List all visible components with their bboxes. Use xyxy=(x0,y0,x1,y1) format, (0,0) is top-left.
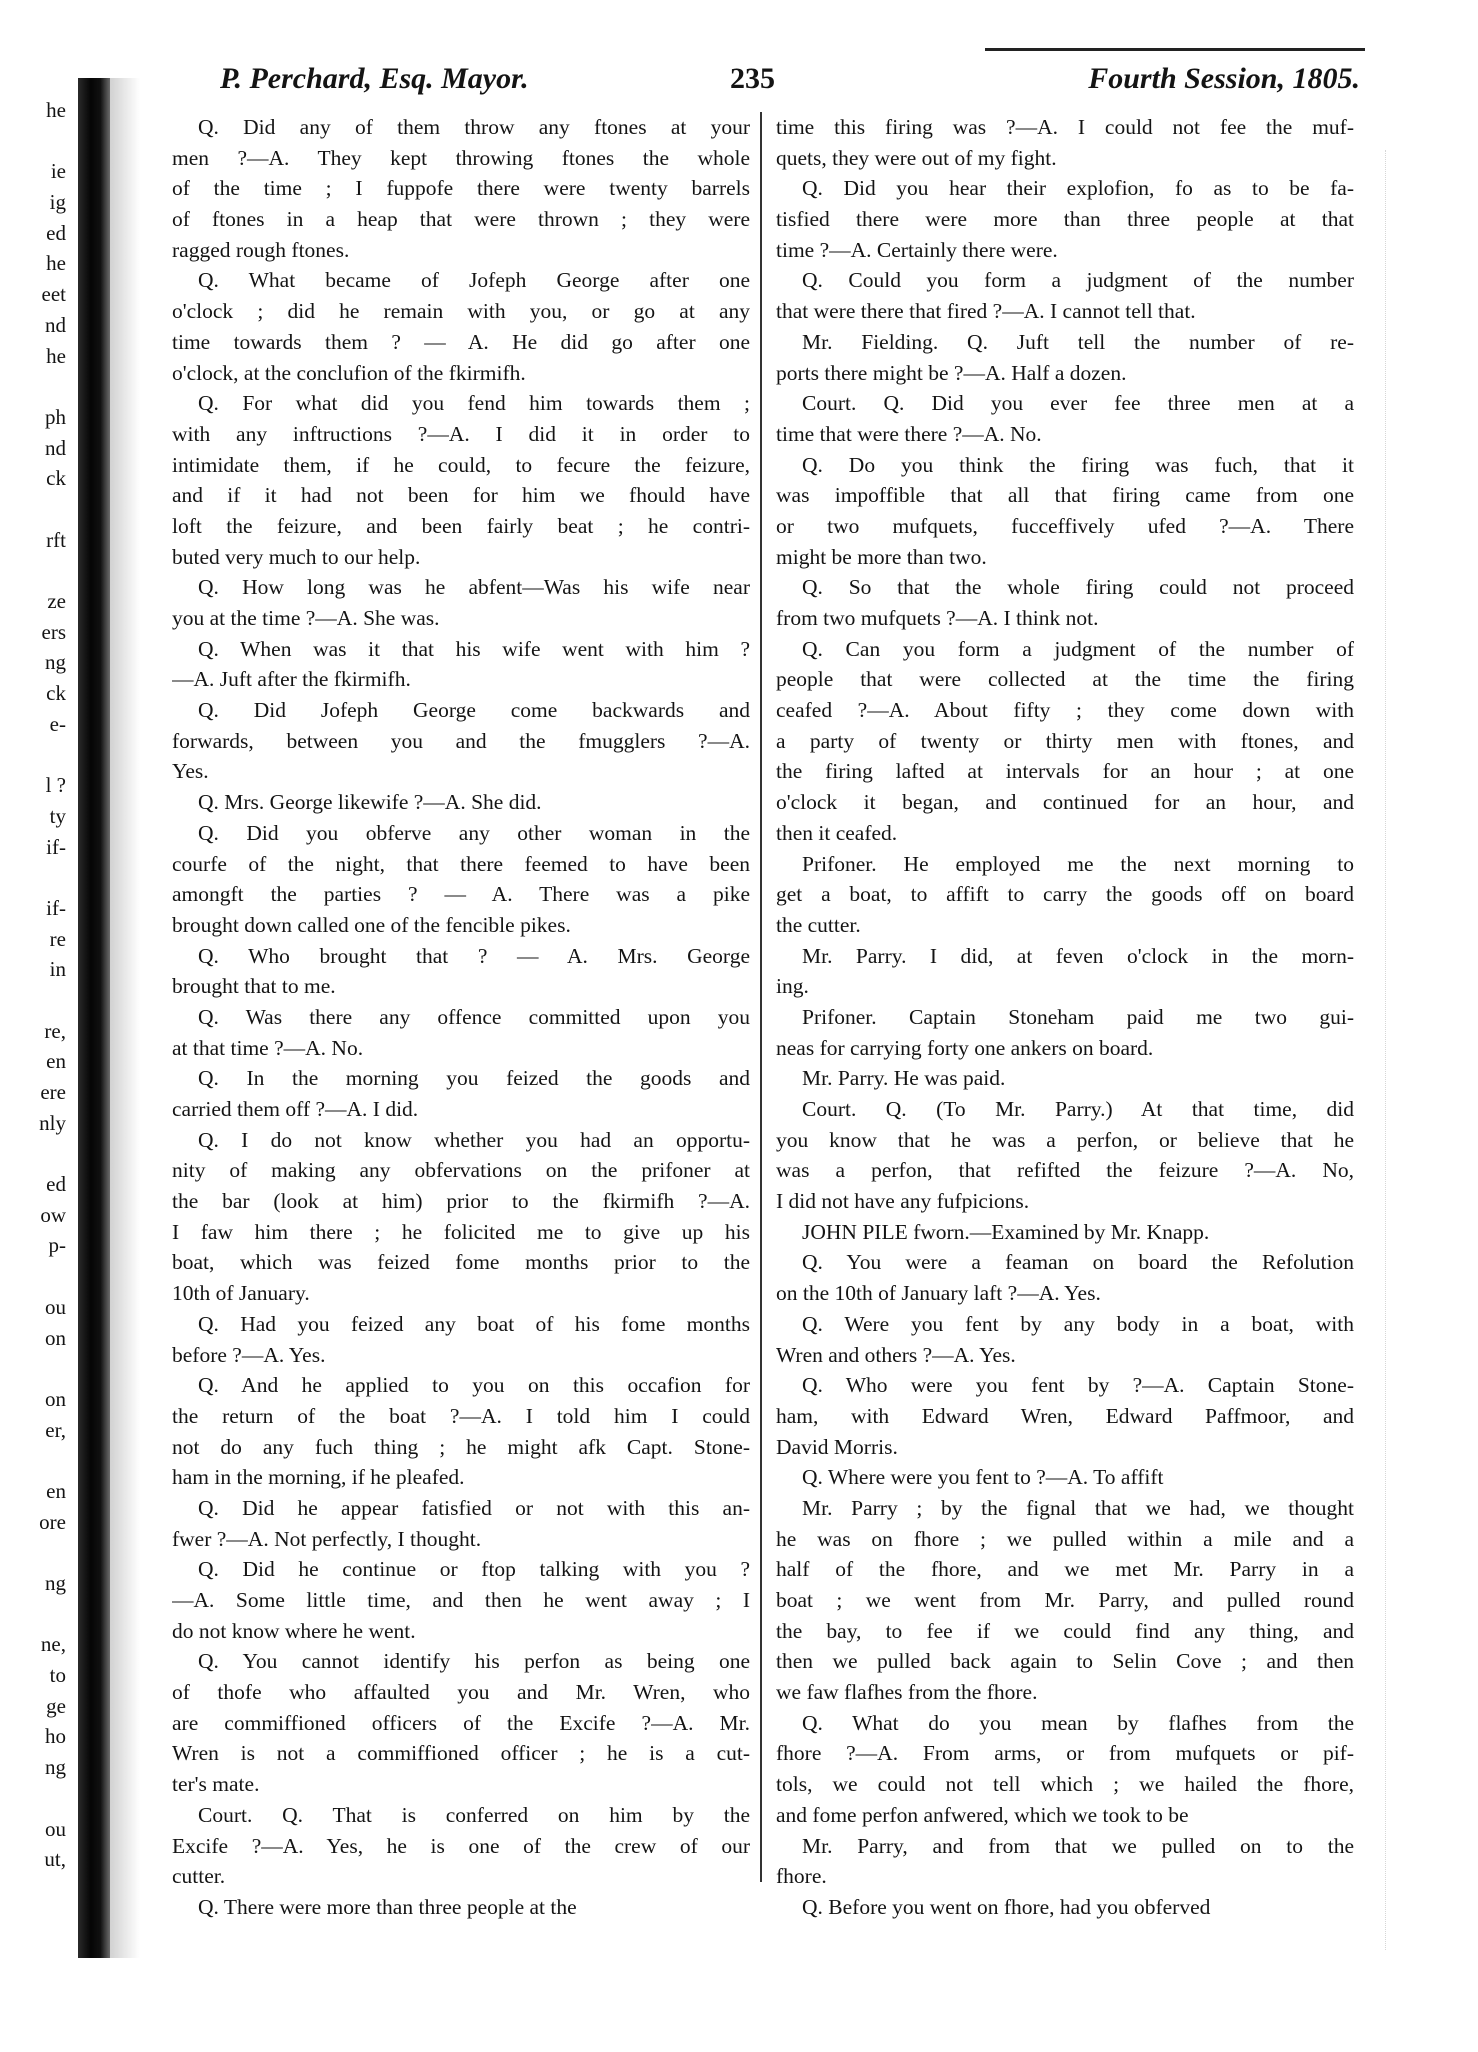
text-line: ing. xyxy=(776,974,809,999)
text-line: ragged rough ftones. xyxy=(172,237,350,262)
text-line: of the time ; I fuppofe there were twenty barrels xyxy=(172,176,750,201)
text-line: Wren is not a commiffioned officer ; he is a cut- xyxy=(172,1741,750,1766)
text-line: quets, they were out of my fight. xyxy=(776,145,1057,170)
text-line: was impoffible that all that firing came from one xyxy=(776,483,1354,508)
text-line: time this firing was ?—A. I could not fee the muf- xyxy=(776,115,1354,139)
text-line: carried them off ?—A. I did. xyxy=(172,1097,419,1121)
text-line: the bay, to fee if we could find any thing, and xyxy=(776,1618,1354,1643)
text-line: Q. So that the whole firing could not proceed xyxy=(802,575,1354,600)
facing-fragment: ng xyxy=(45,1755,66,1780)
text-line: are commiffioned officers of the Excife ?—A. Mr. xyxy=(172,1710,750,1735)
facing-fragment: nly xyxy=(39,1110,66,1135)
text-line: Q. I do not know whether you had an opportu- xyxy=(198,1127,750,1152)
text-line: Q. There were more than three people at the xyxy=(198,1894,577,1919)
facing-fragment: ck xyxy=(46,681,66,706)
facing-fragment: ng xyxy=(45,1571,66,1595)
text-line: Q. Were you fent by any body in a boat, with xyxy=(802,1311,1354,1336)
facing-fragment: ou xyxy=(45,1294,66,1319)
facing-fragment: ze xyxy=(47,589,66,613)
text-line: might be more than two. xyxy=(776,544,987,569)
facing-fragment: re, xyxy=(44,1018,66,1043)
gutter-shade xyxy=(110,78,140,1958)
facing-fragment xyxy=(0,555,72,586)
text-line: Q. Who brought that ? — A. Mrs. George xyxy=(198,943,750,968)
facing-fragment xyxy=(0,1261,72,1292)
text-line: o'clock ; did he remain with you, or go at any xyxy=(172,299,750,324)
facing-fragment: e- xyxy=(49,711,66,736)
facing-fragment xyxy=(0,1537,72,1568)
text-line: Q. Did you hear their explofion, fo as to be fa- xyxy=(802,176,1354,201)
text-line: I did not have any fufpicions. xyxy=(776,1189,1030,1214)
text-line: David Morris. xyxy=(776,1434,898,1459)
text-line: neas for carrying forty one ankers on board. xyxy=(776,1035,1154,1060)
text-line: from two mufquets ?—A. I think not. xyxy=(776,606,1099,630)
text-line: Q. In the morning you feized the goods and xyxy=(198,1066,750,1091)
text-line: a party of twenty or thirty men with ftones, and xyxy=(776,728,1354,753)
text-line: loft the feizure, and been fairly beat ; he contri- xyxy=(172,513,750,538)
book-spine-shadow xyxy=(78,78,110,1958)
text-line: Mr. Parry. He was paid. xyxy=(802,1066,1006,1091)
text-line: fwer ?—A. Not perfectly, I thought. xyxy=(172,1526,482,1551)
text-line: JOHN PILE fworn.—Examined by Mr. Knapp. xyxy=(802,1219,1210,1244)
text-line: Q. How long was he abfent—Was his wife near xyxy=(198,575,750,600)
text-line: Yes. xyxy=(172,759,209,784)
text-line: Mr. Fielding. Q. Juft tell the number of re- xyxy=(802,329,1354,354)
text-line: Q. And he applied to you on this occafion for xyxy=(198,1373,750,1398)
text-line: 10th of January. xyxy=(172,1281,310,1306)
text-line: get a boat, to affift to carry the goods off on board xyxy=(776,882,1354,907)
text-line: ham in the morning, if he pleafed. xyxy=(172,1465,465,1490)
facing-fragment: ed xyxy=(46,1172,66,1197)
facing-fragment: ut, xyxy=(44,1847,66,1872)
facing-fragment: en xyxy=(46,1478,66,1503)
text-line: Q. Before you went on fhore, had you obferved xyxy=(802,1894,1211,1919)
text-line: ter's mate. xyxy=(172,1772,260,1797)
text-line: Q. Did you obferve any other woman in the xyxy=(198,820,750,845)
facing-fragment xyxy=(0,1138,72,1169)
text-line: Excife ?—A. Yes, he is one of the crew of our xyxy=(172,1833,750,1858)
text-line: I faw him there ; he folicited me to give up his xyxy=(172,1219,750,1244)
text-line: amongft the parties ? — A. There was a pike xyxy=(172,882,750,907)
facing-fragment: ore xyxy=(39,1509,66,1534)
text-line: Q. What became of Jofeph George after one xyxy=(198,268,750,293)
text-line: tols, we could not tell which ; we hailed the fhore, xyxy=(776,1772,1354,1797)
text-line: Q. When was it that his wife went with him ? xyxy=(198,636,750,661)
text-line: brought down called one of the fencible pikes. xyxy=(172,912,571,937)
facing-fragment: nd xyxy=(45,435,66,460)
text-line: Q. Could you form a judgment of the number xyxy=(802,268,1354,293)
facing-fragment xyxy=(0,371,72,402)
text-line: and fome perfon anfwered, which we took to be xyxy=(776,1802,1189,1827)
text-line: then it ceafed. xyxy=(776,820,898,845)
text-line: Wren and others ?—A. Yes. xyxy=(776,1342,1016,1367)
facing-fragment: on xyxy=(45,1386,66,1411)
text-line: with any inftructions ?—A. I did it in order to xyxy=(172,421,750,446)
text-line: Q. What do you mean by flafhes from the xyxy=(802,1710,1354,1735)
text-line: of thofe who affaulted you and Mr. Wren, who xyxy=(172,1680,750,1705)
text-line: we faw flafhes from the fhore. xyxy=(776,1680,1038,1705)
text-line: not do any fuch thing ; he might afk Capt. Stone- xyxy=(172,1434,750,1459)
text-line: ham, with Edward Wren, Edward Paffmoor, and xyxy=(776,1403,1354,1428)
text-line: men ?—A. They kept throwing ftones the whole xyxy=(172,145,750,170)
text-line: Q. Did Jofeph George come backwards and xyxy=(198,698,750,723)
text-line: cutter. xyxy=(172,1864,226,1889)
facing-fragment: if- xyxy=(46,834,66,859)
text-line: Q. Do you think the firing was fuch, that it xyxy=(802,452,1354,477)
text-line: Mr. Parry ; by the fignal that we had, we thought xyxy=(802,1495,1354,1520)
text-line: do not know where he went. xyxy=(172,1618,416,1643)
facing-fragment: en xyxy=(46,1049,66,1074)
facing-fragment xyxy=(0,1353,72,1384)
text-line: Q. You cannot identify his perfon as being one xyxy=(198,1649,750,1674)
text-line: tisfied there were more than three people at that xyxy=(776,207,1354,232)
header-right: Fourth Session, 1805. xyxy=(1088,62,1360,95)
text-line: Q. Did he continue or ftop talking with you ? xyxy=(198,1557,750,1582)
text-line: or two mufquets, fucceffively ufed ?—A. There xyxy=(776,513,1354,538)
facing-fragment: ers xyxy=(41,619,66,644)
header-rule xyxy=(985,48,1365,51)
facing-fragment: ig xyxy=(49,190,66,215)
facing-fragment: re xyxy=(49,926,66,951)
text-line: ports there might be ?—A. Half a dozen. xyxy=(776,360,1127,385)
text-line: the bar (look at him) prior to the fkirmifh ?—A. xyxy=(172,1189,750,1214)
text-line: and if it had not been for him we fhould have xyxy=(172,483,750,508)
page-number: 235 xyxy=(730,62,775,95)
text-line: fhore ?—A. From arms, or from mufquets or pif- xyxy=(776,1741,1354,1766)
text-line: o'clock it began, and continued for an hour, and xyxy=(776,790,1354,815)
text-line: then we pulled back again to Selin Cove ; and then xyxy=(776,1649,1354,1674)
text-line: Q. Can you form a judgment of the number of xyxy=(802,636,1354,661)
facing-fragment: ne, xyxy=(40,1632,66,1657)
text-line: Mr. Parry, and from that we pulled on to the xyxy=(802,1833,1354,1858)
text-line: Mr. Parry. I did, at feven o'clock in the morn- xyxy=(802,943,1354,968)
running-header xyxy=(150,62,1360,102)
column-divider xyxy=(760,112,762,1882)
text-line: he was on fhore ; we pulled within a mile and a xyxy=(776,1526,1354,1551)
text-line: Q. Had you feized any boat of his fome months xyxy=(198,1311,750,1336)
left-column xyxy=(172,112,750,1923)
text-line: of ftones in a heap that were thrown ; they were xyxy=(172,207,750,232)
facing-fragment: ow xyxy=(40,1202,66,1227)
facing-fragment: ck xyxy=(46,466,66,491)
facing-fragment: he xyxy=(46,98,66,122)
facing-fragment xyxy=(0,1599,72,1630)
facing-fragment: in xyxy=(49,957,66,982)
text-line: courfe of the night, that there feemed to have been xyxy=(172,851,750,876)
facing-fragment: ge xyxy=(46,1693,66,1718)
text-line: Court. Q. Did you ever fee three men at a xyxy=(802,391,1354,416)
facing-fragment: eet xyxy=(41,282,66,307)
facing-fragment xyxy=(0,862,72,893)
text-line: buted very much to our help. xyxy=(172,544,421,569)
text-line: Q. Where were you fent to ?—A. To affift xyxy=(802,1465,1164,1490)
header-left: P. Perchard, Esq. Mayor. xyxy=(220,62,529,95)
text-line: time ?—A. Certainly there were. xyxy=(776,237,1058,262)
facing-fragment: he xyxy=(46,251,66,276)
text-line: brought that to me. xyxy=(172,974,336,999)
text-line: you at the time ?—A. She was. xyxy=(172,606,440,630)
text-line: Q. Mrs. George likewife ?—A. She did. xyxy=(198,790,542,815)
text-line: Prifoner. He employed me the next morning to xyxy=(802,851,1354,876)
text-line: the firing lafted at intervals for an hour ; at one xyxy=(776,759,1354,784)
facing-fragment: ng xyxy=(45,650,66,675)
text-line: fhore. xyxy=(776,1864,827,1889)
facing-fragment xyxy=(0,1783,72,1814)
text-line: that were there that fired ?—A. I cannot tell that. xyxy=(776,299,1196,324)
text-line: o'clock, at the conclufion of the fkirmifh. xyxy=(172,360,526,385)
text-line: —A. Some little time, and then he went away ; I xyxy=(172,1588,750,1612)
text-line: Q. Who were you fent by ?—A. Captain Stone- xyxy=(802,1373,1354,1398)
text-line: on the 10th of January laft ?—A. Yes. xyxy=(776,1281,1101,1306)
text-line: Q. For what did you fend him towards them ; xyxy=(198,391,750,416)
text-line: ceafed ?—A. About fifty ; they come down with xyxy=(776,698,1354,723)
text-line: time that were there ?—A. No. xyxy=(776,421,1042,446)
text-line: you know that he was a perfon, or believe that he xyxy=(776,1127,1354,1152)
text-line: boat ; we went from Mr. Parry, and pulled round xyxy=(776,1588,1354,1612)
text-line: the return of the boat ?—A. I told him I could xyxy=(172,1403,750,1428)
facing-fragment xyxy=(0,739,72,770)
facing-fragment: ed xyxy=(46,220,66,245)
facing-fragment: ty xyxy=(49,803,66,828)
text-line: intimidate them, if he could, to fecure the feizure, xyxy=(172,452,750,477)
text-line: time towards them ? — A. He did go after one xyxy=(172,329,750,354)
text-line: half of the fhore, and we met Mr. Parry in a xyxy=(776,1557,1354,1582)
text-line: Q. Did any of them throw any ftones at your xyxy=(198,115,750,139)
facing-fragment: on xyxy=(45,1325,66,1350)
text-line: —A. Juft after the fkirmifh. xyxy=(172,667,411,692)
facing-fragment: if- xyxy=(46,895,66,920)
facing-fragment xyxy=(0,126,72,157)
right-column xyxy=(776,112,1354,1923)
text-line: the cutter. xyxy=(776,912,861,937)
text-line: people that were collected at the time the firing xyxy=(776,667,1354,692)
text-line: nity of making any obfervations on the prifoner at xyxy=(172,1158,750,1183)
text-line: forwards, between you and the fmugglers ?—A. xyxy=(172,728,750,753)
facing-fragment: to xyxy=(49,1663,66,1688)
facing-fragment: ie xyxy=(50,159,66,184)
text-line: Court. Q. That is conferred on him by the xyxy=(198,1802,750,1827)
text-line: Prifoner. Captain Stoneham paid me two gui- xyxy=(802,1004,1354,1029)
facing-page-fragments xyxy=(0,95,72,1945)
facing-fragment: he xyxy=(46,343,66,368)
text-line: at that time ?—A. No. xyxy=(172,1035,364,1060)
facing-fragment: l ? xyxy=(45,773,66,798)
text-line: Q. You were a feaman on board the Refolution xyxy=(802,1250,1354,1275)
facing-fragment: er, xyxy=(45,1417,66,1442)
text-line: was a perfon, that refifted the feizure ?—A. No, xyxy=(776,1158,1354,1183)
text-line: Q. Did he appear fatisfied or not with this an- xyxy=(198,1495,750,1520)
facing-fragment xyxy=(0,985,72,1016)
facing-fragment: ph xyxy=(45,404,66,429)
text-line: Court. Q. (To Mr. Parry.) At that time, did xyxy=(802,1097,1354,1121)
facing-fragment: ho xyxy=(45,1724,66,1749)
facing-fragment: ere xyxy=(40,1080,66,1104)
facing-fragment xyxy=(0,1445,72,1476)
text-line: before ?—A. Yes. xyxy=(172,1342,326,1367)
text-line: boat, which was feized fome months prior to the xyxy=(172,1250,750,1275)
facing-fragment: ou xyxy=(45,1816,66,1841)
text-line: Q. Was there any offence committed upon you xyxy=(198,1004,750,1029)
facing-fragment: p- xyxy=(48,1233,66,1258)
facing-fragment xyxy=(0,494,72,525)
page-edge-marks xyxy=(1385,150,1406,1950)
facing-fragment: nd xyxy=(45,312,66,337)
facing-fragment: rft xyxy=(46,527,66,552)
